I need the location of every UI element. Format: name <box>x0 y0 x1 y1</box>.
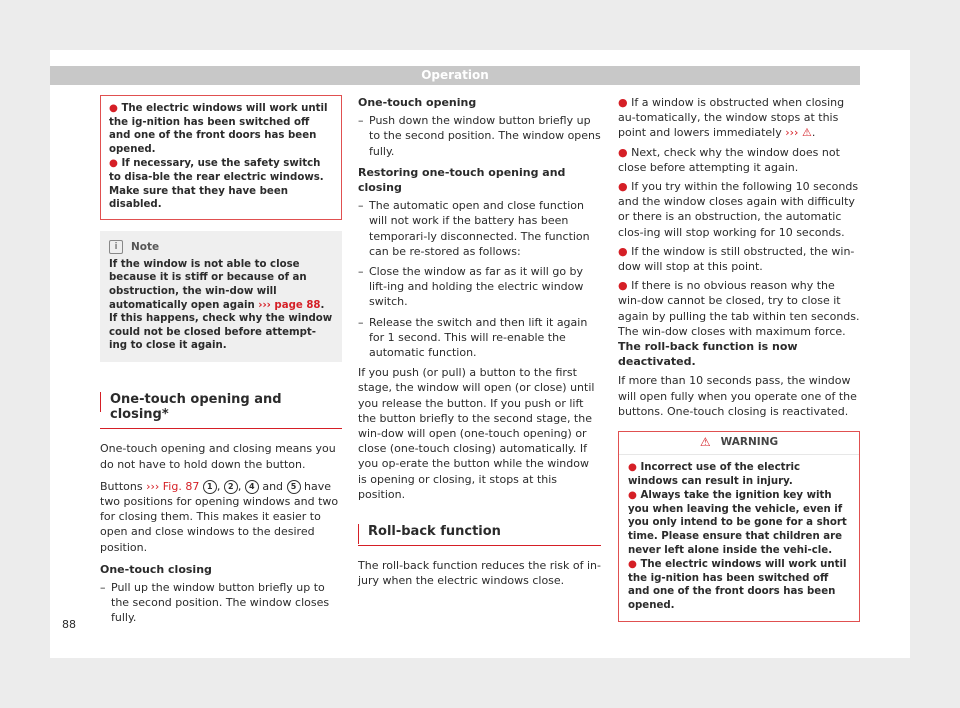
figure-link[interactable]: ››› Fig. 87 <box>146 479 200 493</box>
warning-bullet: ● The electric windows will work until the ig-nition has been switched off and one of the front doors has been opened. <box>628 559 847 611</box>
restoring-item: – Release the switch and then lift it again for 1 second. This will re-enable the automatic function. <box>358 315 588 360</box>
rollback-bullet: ● If a window is obstructed when closing au-tomatically, the window stops at this point and lowers immediately ››› ⚠. <box>618 96 845 140</box>
warning-bullet: ● Incorrect use of the electric windows can result in injury. <box>628 462 801 487</box>
page-link[interactable]: ››› page 88 <box>258 299 321 311</box>
restoring-item: – Close the window as far as it will go by lift-ing and holding the electric window switch. <box>358 265 584 309</box>
section-title-rollback: Roll-back function <box>358 524 601 546</box>
button-number-5: 5 <box>287 480 301 494</box>
intro-paragraph: One-touch opening and closing means you do not have to hold down the button. <box>100 442 336 471</box>
warning-bullet: ● Always take the ignition key with you when leaving the vehicle, even if you only intend to be gone for a short time. Please ensure that children are never left alone inside the vehi-cle. <box>628 490 847 556</box>
info-icon: i <box>109 240 123 254</box>
warning-bullet: ● The electric windows will work until the ig-nition has been switched off and one of the front doors has been opened. <box>109 103 328 155</box>
reactivation-paragraph: If more than 10 seconds pass, the window will open fully when you operate one of the buttons. One-touch closing is reactivated. <box>618 374 857 418</box>
note-box <box>100 231 342 362</box>
rollback-bullet: ● If the window is still obstructed, the win-dow will stop at this point. <box>618 244 855 274</box>
closing-title: One-touch closing <box>100 562 212 576</box>
opening-title: One-touch opening <box>358 96 477 109</box>
note-title: Note <box>131 240 160 253</box>
button-number-4: 4 <box>245 480 259 494</box>
page-header: Operation <box>50 66 860 85</box>
closing-item: – Pull up the window button briefly up to the second position. The window closes fully. <box>100 580 330 625</box>
note-header <box>109 236 333 258</box>
warning-continued-box <box>100 95 342 220</box>
buttons-paragraph: Buttons ››› Fig. 87 1 , 2 , 4 and 5 have two positions for opening windows and two for closing them. This makes it easier to open and close windows to the desired position. <box>100 479 339 554</box>
rollback-bullet: ● Next, check why the window does not close before attempting it again. <box>618 145 840 174</box>
warning-triangle-icon: ⚠ <box>699 435 711 450</box>
warning-header <box>619 432 859 455</box>
warning-body <box>619 455 859 621</box>
column-1 <box>100 95 342 631</box>
rollback-bullet: ● If there is no obvious reason why the win-dow cannot be closed, try to close it again by pulling the tab within ten seconds. The win-dow closes with maximum force. The roll-back function is now deactivated. <box>618 279 860 369</box>
rollback-paragraph: The roll-back function reduces the risk of in-jury when the electric windows close. <box>358 559 601 588</box>
rollback-bullet: ● If you try within the following 10 seconds and the window closes again with difficulty or there is an obstruction, the automatic clos-ing will stop working for 10 seconds. <box>618 180 859 239</box>
restoring-item: – The automatic open and close function will not work if the battery has been temporari-ly disconnected. The function can be re-stored as follows: <box>358 199 590 258</box>
section-title-one-touch: One-touch opening and closing* <box>100 392 342 429</box>
warning-bullet: ● If necessary, use the safety switch to disa-ble the rear electric windows. Make sure that they have been disabled. <box>109 158 324 211</box>
warning-link[interactable]: ››› <box>785 126 799 140</box>
warning-box <box>618 431 860 622</box>
button-number-1: 1 <box>203 480 217 494</box>
button-number-2: 2 <box>224 480 238 494</box>
warning-title: WARNING <box>720 436 779 449</box>
note-text: If the window is not able to close because it is stiff or because of an obstruction, the win-dow will automatically open again ››› page 88. If this happens, check why the window could not be closed before attempt-ing to close it again. <box>109 258 333 352</box>
column-3 <box>618 95 860 622</box>
opening-item: – Push down the window button briefly up to the second position. The window opens fully. <box>358 114 601 158</box>
stage-paragraph: If you push (or pull) a button to the first stage, the window will open (or close) until you release the button. If you push or lift the button briefly to the second stage, the win-dow will open (one-touch opening) or close (one-touch closing) automatically. If you op-erate the button while the window is opening or closing, it stops at this position. <box>358 366 595 501</box>
restoring-title: Restoring one-touch opening and closing <box>358 165 566 195</box>
page-number: 88 <box>62 618 76 631</box>
warning-triangle-icon: ⚠ <box>801 126 812 140</box>
column-2 <box>358 95 601 596</box>
